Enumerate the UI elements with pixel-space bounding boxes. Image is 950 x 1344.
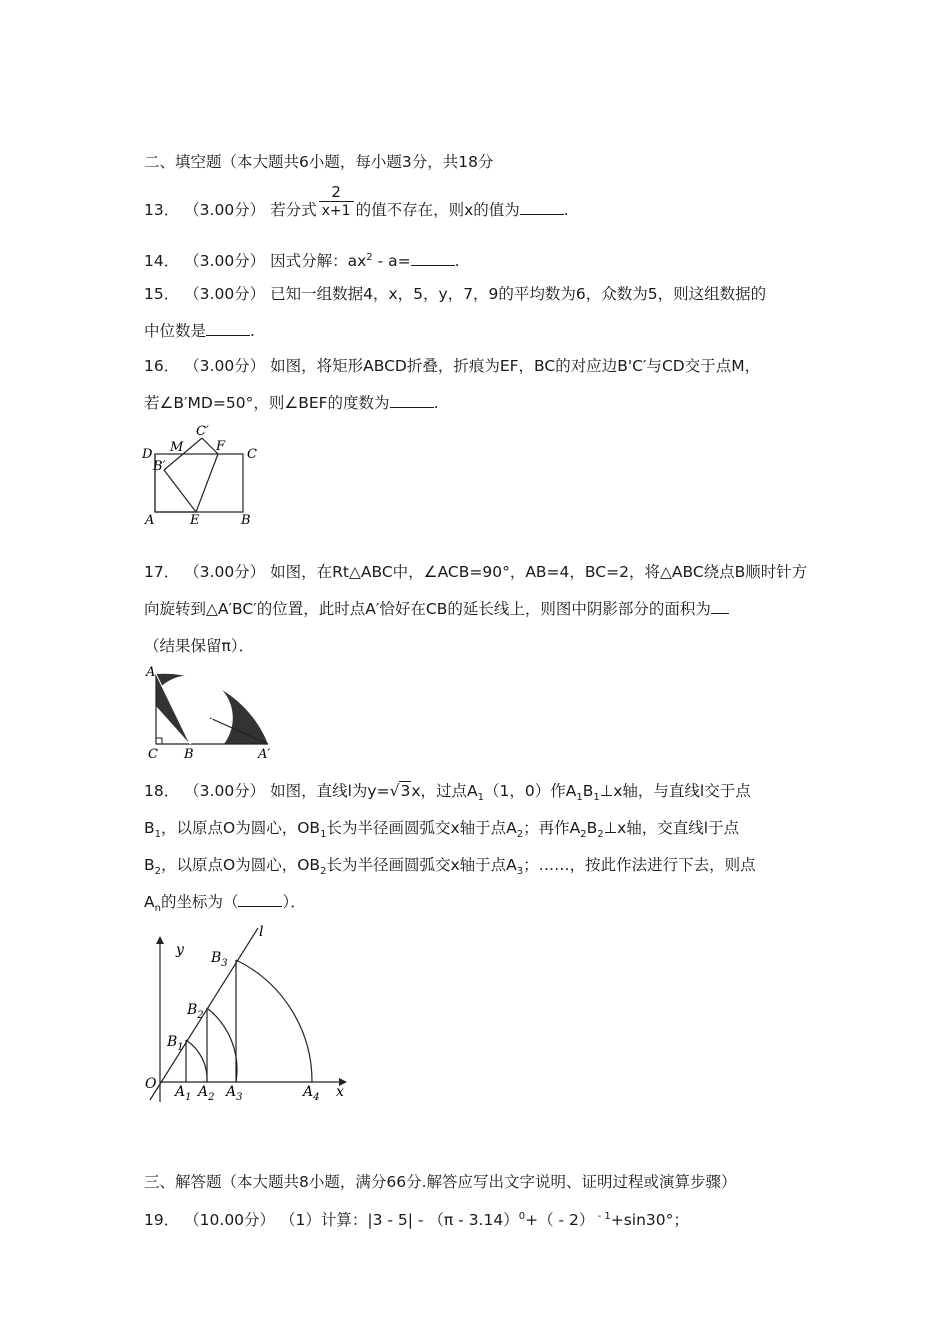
- subscript: 2: [516, 829, 524, 841]
- period: .: [250, 322, 255, 340]
- question-text: x，过点A: [411, 782, 478, 800]
- label-B2: $B_2$: [187, 1002, 204, 1021]
- label-D: D: [142, 447, 153, 462]
- question-text: B: [144, 856, 155, 874]
- answer-blank[interactable]: [711, 599, 729, 614]
- section-title-text: 二、填空题（本大题共6小题，每小题3分，共18分: [144, 153, 494, 171]
- question-text: ）．: [282, 893, 306, 911]
- period: .: [563, 201, 569, 219]
- subscript: 3: [516, 866, 524, 878]
- question-text: ；再作A: [523, 819, 581, 837]
- question-text: ，以原点O为圆心，OB: [161, 856, 321, 874]
- exponent: - 1: [594, 1211, 611, 1222]
- label-C-prime: C′: [208, 699, 221, 714]
- answer-blank[interactable]: [411, 251, 455, 266]
- subscript: 1: [576, 792, 583, 804]
- answer-blank[interactable]: [390, 393, 434, 408]
- question-17-line3: [144, 636, 254, 656]
- question-number: 15．: [144, 285, 180, 303]
- subscript: 1: [320, 829, 327, 841]
- label-C: C: [247, 447, 257, 462]
- question-score: （3.00分）: [184, 285, 266, 303]
- question-text: 中位数是: [144, 322, 207, 340]
- radicand: 3: [400, 782, 411, 800]
- question-text: 的值不存在，则x的值为: [355, 201, 520, 219]
- question-text: 如图，直线l为y=: [270, 782, 390, 800]
- question-score: （3.00分）: [184, 201, 266, 219]
- label-O: O: [145, 1076, 157, 1092]
- label-y: y: [176, 942, 184, 958]
- question-number: 18．: [144, 782, 180, 800]
- question-text: 长为半径画圆弧交x轴于点A: [326, 856, 517, 874]
- question-number: 17．: [144, 563, 180, 581]
- math-expression: +（ - 2）: [525, 1211, 595, 1230]
- label-B: B: [184, 747, 194, 762]
- label-M: M: [170, 440, 184, 455]
- label-C-prime: C′: [196, 424, 209, 439]
- label-F: F: [216, 439, 226, 454]
- question-number: 16．: [144, 357, 180, 375]
- math-expression: |3 - 5| - （π - 3.14）: [367, 1211, 519, 1230]
- question-17-line2: [144, 599, 729, 619]
- exponent: 2: [366, 252, 373, 263]
- question-number: 19．: [144, 1211, 180, 1230]
- question-text: 如图，在Rt△ABC中，∠ACB=90°，AB=4，BC=2，将△ABC绕点B顺时针方: [270, 563, 808, 581]
- subscript: 1: [477, 792, 485, 804]
- fraction: [319, 183, 354, 220]
- label-B1: $B_1$: [167, 1034, 184, 1053]
- question-17: [144, 562, 807, 582]
- question-score: （3.00分）: [184, 782, 266, 800]
- question-16: [144, 356, 760, 376]
- label-l: l: [259, 924, 264, 940]
- question-part: （1）计算：: [279, 1211, 368, 1230]
- subscript: n: [154, 903, 161, 915]
- question-text: 向旋转到△A′BC′的位置，此时点A′恰好在CB的延长线上，则图中阴影部分的面积为: [144, 600, 711, 618]
- label-B3: $B_3$: [211, 950, 228, 969]
- question-text: ；……，按此作法进行下去，则点: [523, 856, 756, 874]
- section-title-text: 三、解答题（本大题共8小题，满分66分.解答应写出文字说明、证明过程或演算步骤）: [144, 1173, 737, 1191]
- question-text: 长为半径画圆弧交x轴于点A: [326, 819, 517, 837]
- question-score: （3.00分）: [184, 357, 266, 375]
- question-text: ⊥x轴，交直线l于点: [603, 819, 740, 837]
- label-A: A: [146, 665, 156, 680]
- question-15-line2: [144, 321, 255, 341]
- question-text: 已知一组数据4，x，5，y，7，9的平均数为6，众数为5，则这组数据的: [270, 285, 767, 303]
- label-C: C: [148, 747, 158, 762]
- question-14: [144, 248, 460, 271]
- question-text: ，以原点O为圆心，OB: [161, 819, 321, 837]
- question-score: （3.00分）: [184, 252, 266, 271]
- question-text: 若∠B′MD=50°，则∠BEF的度数为: [144, 394, 390, 412]
- fraction-denominator: x+1: [321, 203, 351, 219]
- label-A-prime: A′: [258, 747, 271, 762]
- section-title-solve: [144, 1172, 737, 1192]
- label-A4: $A_4$: [303, 1084, 320, 1103]
- exponent: 0: [518, 1211, 526, 1222]
- question-text: B: [586, 819, 598, 837]
- label-A: A: [145, 513, 155, 528]
- question-18-line3: [144, 855, 756, 882]
- label-A3: $A_3$: [226, 1084, 243, 1103]
- question-13: [144, 183, 569, 220]
- question-15: [144, 284, 766, 304]
- question-text: （结果保留π）．: [144, 637, 255, 655]
- answer-blank[interactable]: [520, 200, 564, 215]
- subscript: 2: [580, 829, 587, 841]
- label-A1: $A_1$: [175, 1084, 192, 1103]
- question-text: B: [144, 819, 155, 837]
- question-text: A: [144, 893, 155, 911]
- subscript: 1: [154, 829, 162, 841]
- q16-figure: [140, 420, 270, 530]
- question-score: （10.00分）: [184, 1211, 276, 1230]
- answer-blank[interactable]: [238, 892, 282, 907]
- answer-blank[interactable]: [206, 321, 250, 336]
- subscript: 2: [597, 829, 604, 841]
- q17-figure: [140, 662, 280, 766]
- square-root: √3: [389, 782, 411, 800]
- question-text: ⊥x轴，与直线l交于点: [599, 782, 751, 800]
- q18-figure: [140, 922, 355, 1104]
- question-text: （1，0）作A: [484, 782, 577, 800]
- label-x: x: [336, 1084, 344, 1100]
- question-text: 如图，将矩形ABCD折叠，折痕为EF，BC的对应边B'C′与CD交于点M，: [270, 357, 761, 375]
- question-18: [144, 781, 751, 808]
- question-text: 的坐标为（: [160, 893, 239, 911]
- subscript: 2: [320, 866, 327, 878]
- period: .: [454, 252, 460, 271]
- question-number: 13．: [144, 201, 180, 219]
- question-19: [144, 1207, 689, 1230]
- question-16-line2: [144, 393, 439, 413]
- question-18-line2: [144, 818, 739, 845]
- label-B: B: [241, 513, 251, 528]
- question-text: - a=: [372, 252, 411, 271]
- section-title-fill-blank: [144, 152, 493, 172]
- fraction-numerator: 2: [319, 183, 354, 202]
- subscript: 2: [154, 866, 162, 878]
- label-E: E: [190, 513, 200, 528]
- math-expression: +sin30°；: [610, 1211, 689, 1230]
- question-text: B: [582, 782, 594, 800]
- question-number: 14．: [144, 252, 180, 271]
- label-B-prime: B′: [153, 459, 166, 474]
- question-text: 因式分解：ax: [270, 252, 367, 271]
- question-18-line4: [144, 892, 306, 919]
- question-text: 若分式: [270, 201, 317, 219]
- question-score: （3.00分）: [184, 563, 266, 581]
- period: .: [433, 394, 439, 412]
- subscript: 1: [593, 792, 600, 804]
- label-A2: $A_2$: [198, 1084, 215, 1103]
